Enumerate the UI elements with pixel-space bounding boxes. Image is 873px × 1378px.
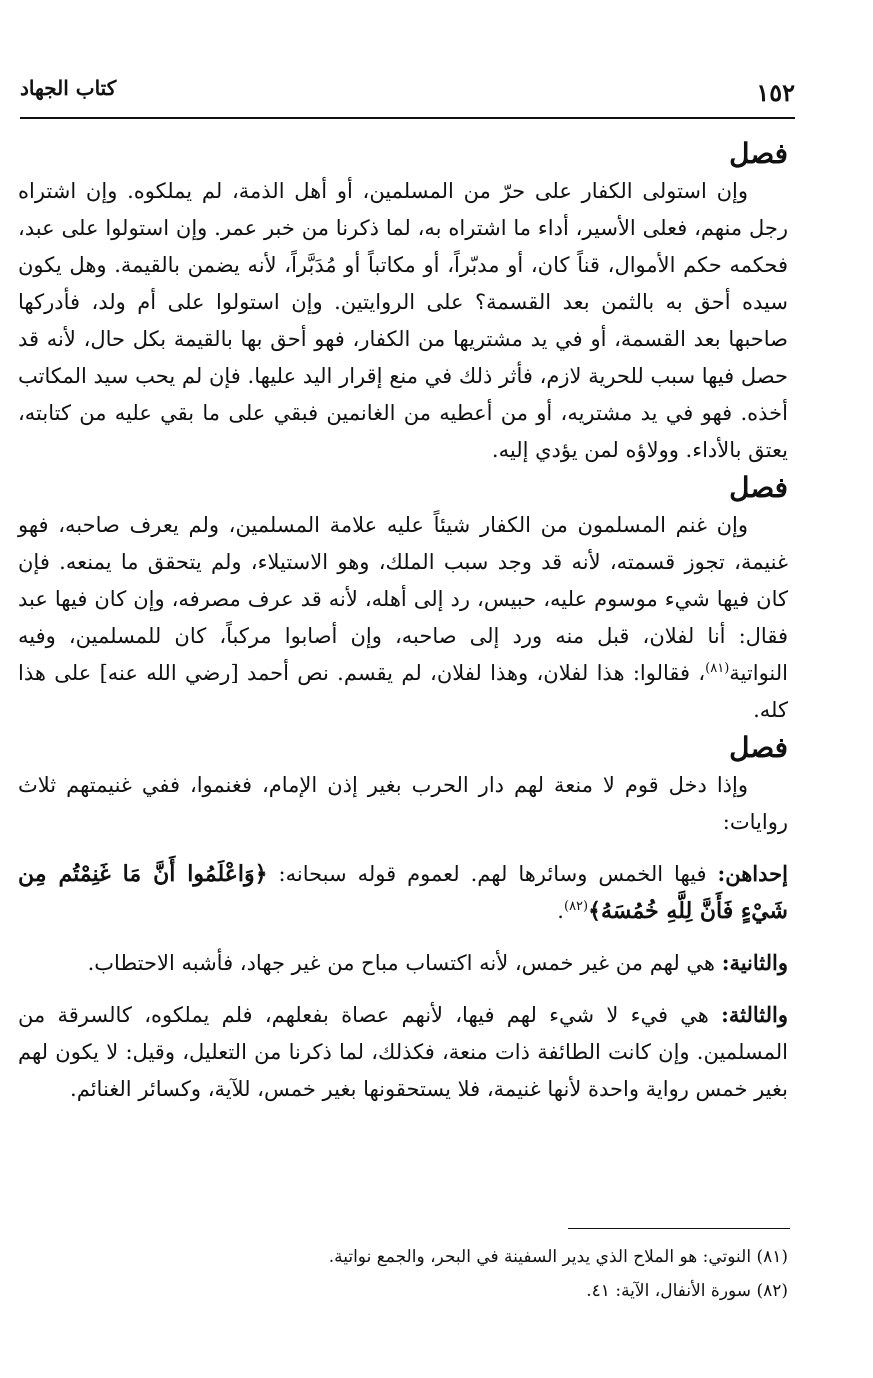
- paragraph: وإن استولى الكفار على حرّ من المسلمين، أو أهل الذمة، لم يملكوه. وإن اشتراه رجل منهم، فعلى الأسير، أداء ما اشتراه به، لما ذكرنا من خبر عمر. وإن استولوا على عبد، فحكمه حكم الأموال، قناً كان، أو مدبّراً، أو مكاتباً أو مُدَبَّراً، لأنه يضمن بالقيمة. وهل يكون سيده أحق به بالثمن بعد القسمة؟ على الروايتين. وإن استولوا على أم ولد، فأدركها صاحبها بعد القسمة، أو في يد مشتريها من الكفار، فهو أحق بها بالقيمة بكل حال، لأنه قد حصل فيها سبب للحرية لازم، فأثر ذلك في منع إقرار اليد عليها. فإن لم يحب سيد المكاتب أخذه. فهو في يد مشتريه، أو من أعطيه من الغانمين فبقي على ما بقي عليه من كتابته، يعتق بالأداء. وولاؤه لمن يؤدي إليه.: [18, 179, 788, 462]
- paragraph-text: وإن غنم المسلمون من الكفار شيئاً عليه علامة المسلمين، ولم يعرف صاحبه، فهو غنيمة، تجوز قسمته، لأنه قد وجد سبب الملك، وهو الاستيلاء، ولم يتحقق ما يمنعه. فإن كان فيها شيء موسوم عليه، حبيس، رد إلى أهله، لأنه قد عرف مصرفه، وإن كان فيها عبد فقال: أنا لفلان، قبل منه ورد إلى صاحبه، وإن أصابوا مركباً، كان للمسلمين، وفيه النواتية: [18, 513, 788, 685]
- item-text: هي فيء لا شيء لهم فيها، لأنهم عصاة بفعلهم، فلم يملكوه، كالسرقة من المسلمين. وإن كانت الطائفة ذات منعة، فكذلك، لما ذكرنا من التعليل، وقيل: لا يكون لهم بغير خمس رواية واحدة لأنها غنيمة، فلا يستحقونها بغير خمس، للآية، وكسائر الغنائم.: [18, 1003, 788, 1101]
- page-header: [20, 70, 795, 110]
- footnotes: [18, 1240, 788, 1308]
- footnote: (٨١) النوتي: هو الملاح الذي يدير السفينة في البحر، والجمع نواتية.: [328, 1247, 788, 1267]
- item-lead: والثالثة:: [721, 1002, 788, 1027]
- narration-item: [18, 996, 788, 1108]
- header-rule: [20, 117, 795, 119]
- paragraph-text: ، فقالوا: هذا لفلان، وهذا لفلان، لم يقسم. نص أحمد [رضي الله عنه] على هذا كله.: [18, 661, 788, 722]
- footnote-ref: (٨١): [705, 661, 730, 676]
- page-body: [18, 135, 788, 1108]
- section-2: [18, 469, 788, 729]
- paragraph: [18, 507, 788, 729]
- footnote: (٨٢) سورة الأنفال، الآية: ٤١.: [586, 1281, 788, 1301]
- section-title: فصل: [729, 731, 788, 764]
- page-number: ١٥٢: [756, 78, 795, 107]
- running-title: كتاب الجهاد: [20, 76, 117, 100]
- section-3: [18, 729, 788, 1108]
- section-title: فصل: [729, 137, 788, 170]
- item-end: .: [557, 899, 564, 923]
- paragraph: وإذا دخل قوم لا منعة لهم دار الحرب بغير إذن الإمام، فغنموا، ففي غنيمتهم ثلاث روايات:: [18, 773, 788, 834]
- footnote-ref: (٨٢): [563, 899, 589, 914]
- item-lead: إحداهن:: [717, 861, 788, 886]
- narration-item: [18, 944, 788, 982]
- quran-verse: ﴿وَاعْلَمُوا أَنَّ مَا غَنِمْتُم مِن شَيْءٍ فَأَنَّ لِلَّهِ خُمُسَهُ﴾: [18, 861, 788, 924]
- footnote-rule: [568, 1228, 790, 1229]
- section-title: فصل: [729, 471, 788, 504]
- item-text: فيها الخمس وسائرها لهم. لعموم قوله سبحانه:: [267, 862, 718, 886]
- item-text: هي لهم من غير خمس، لأنه اكتساب مباح من غير جهاد، فأشبه الاحتطاب.: [87, 951, 722, 975]
- section-1: [18, 135, 788, 469]
- narration-item: [18, 855, 788, 930]
- item-lead: والثانية:: [721, 950, 788, 975]
